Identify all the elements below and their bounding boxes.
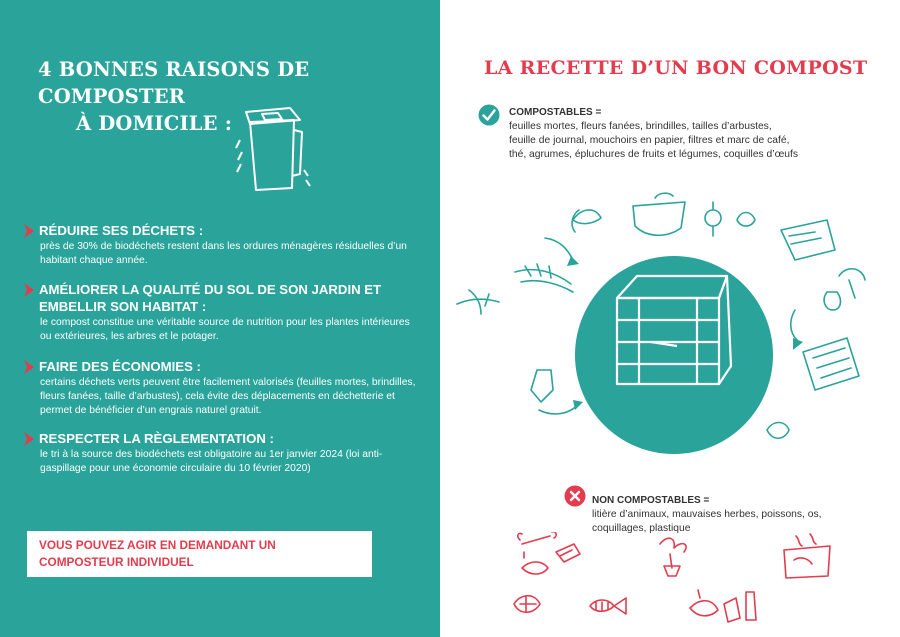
non-compostables-block [592, 494, 842, 536]
reason-3 [22, 358, 422, 418]
reason-4 [22, 430, 422, 476]
chevron-bullet-icon [22, 431, 36, 447]
chevron-bullet-icon [22, 282, 36, 298]
compostables-block [509, 106, 799, 162]
reason-heading: AMÉLIORER LA QUALITÉ DU SOL DE SON JARDIN ET EMBELLIR SON HABITAT : [39, 282, 382, 314]
compostable-items-icon [457, 193, 865, 438]
non-compostable-items-icon [500, 532, 860, 632]
left-title-line2: À DOMICILE : [76, 112, 233, 135]
chevron-bullet-icon [22, 223, 36, 239]
compost-illustration [455, 180, 895, 480]
wooden-composter-icon [617, 276, 731, 384]
cross-circle-icon [564, 485, 586, 507]
reason-heading: RESPECTER LA RÈGLEMENTATION : [39, 431, 274, 446]
chevron-bullet-icon [22, 359, 36, 375]
compostables-label: COMPOSTABLES = [509, 107, 602, 118]
reason-2 [22, 281, 422, 344]
non-compostables-label: NON COMPOSTABLES = [592, 495, 710, 506]
reason-heading: FAIRE DES ÉCONOMIES : [39, 359, 201, 374]
check-circle-icon [478, 104, 500, 126]
reason-1 [22, 222, 422, 268]
left-panel [0, 0, 440, 637]
compost-bin-icon [232, 100, 312, 195]
reason-heading: RÉDUIRE SES DÉCHETS : [39, 223, 204, 238]
cta-banner: VOUS POUVEZ AGIR EN DEMANDANT UN COMPOSTEUR INDIVIDUEL [27, 531, 372, 577]
reason-body: le tri à la source des biodéchets est obligatoire au 1er janvier 2024 (loi anti-gaspillage pour une économie circulaire du 10 février 2020) [40, 449, 383, 474]
compostables-text: feuilles mortes, fleurs fanées, brindilles, tailles d’arbustes, feuille de journal, mouchoirs en papier, filtres et marc de café, thé, agrumes, épluchures de fruits et légumes, coquilles d’œufs [509, 121, 799, 160]
reason-body: le compost constitue une véritable source de nutrition pour les plantes intérieures ou extérieures, les arbres et le potager. [40, 317, 410, 342]
right-title: LA RECETTE D’UN BON COMPOST [484, 57, 868, 79]
reason-body: près de 30% de biodéchets restent dans les ordures ménagères résiduelles d’un habitant chaque année. [40, 241, 407, 266]
reason-body: certains déchets verts peuvent être facilement valorisés (feuilles mortes, brindilles, fleurs fanées, taille d’arbustes), cela évite des déplacements en déchetterie et permet de bénéficier d’un engrais naturel gratuit. [40, 377, 416, 416]
non-compostables-text: litière d’animaux, mauvaises herbes, poissons, os, coquillages, plastique [592, 509, 822, 534]
left-title-line1: 4 BONNES RAISONS DE COMPOSTER [38, 58, 310, 108]
